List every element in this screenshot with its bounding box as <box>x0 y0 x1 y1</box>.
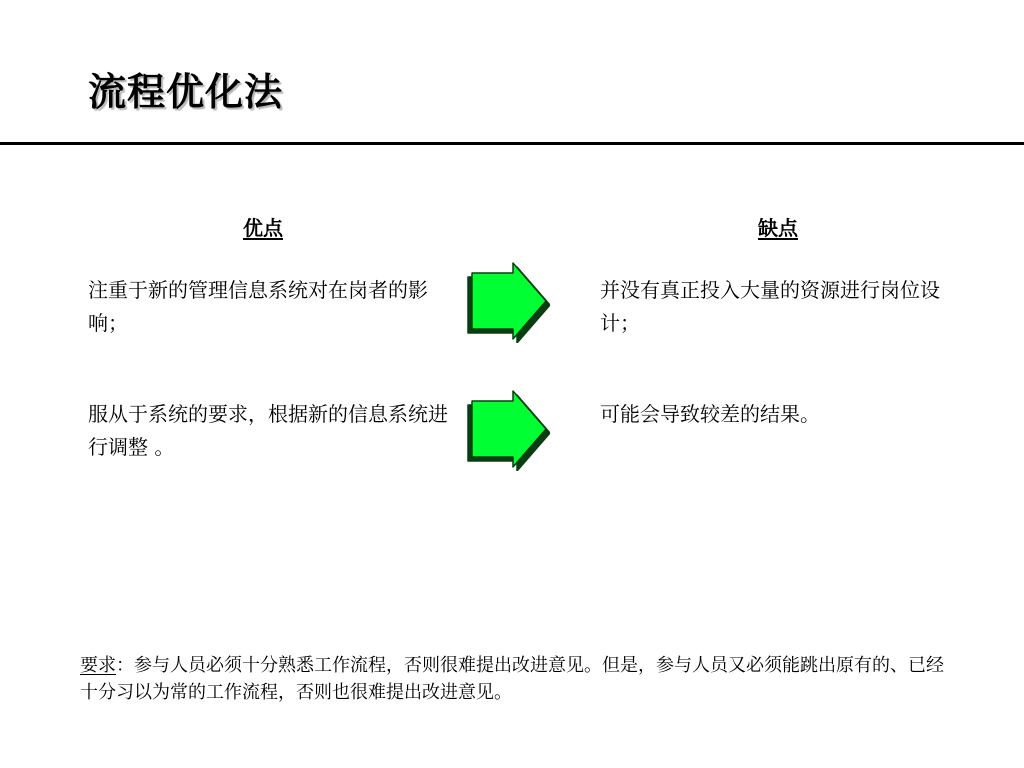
cons-heading: 缺点 <box>758 216 798 240</box>
pros-heading: 优点 <box>243 216 283 240</box>
requirement-note <box>80 652 960 706</box>
pros-item: 服从于系统的要求，根据新的信息系统进行调整 。 <box>88 402 448 459</box>
pros-item: 注重于新的管理信息系统对在岗者的影响； <box>88 278 428 335</box>
right-arrow-icon <box>464 389 550 471</box>
requirement-text: 参与人员必须十分熟悉工作流程，否则很难提出改进意见。但是，参与人员又必须能跳出原有的、已经十分习以为常的工作流程，否则也很难提出改进意见。 <box>80 655 944 703</box>
slide-title: 流程优化法 <box>88 69 284 114</box>
requirement-label: 要求 <box>80 655 116 676</box>
cons-item: 可能会导致较差的结果。 <box>600 402 820 426</box>
right-arrow-icon <box>464 261 550 343</box>
requirement-separator: ： <box>116 655 134 676</box>
title-divider <box>0 142 1024 145</box>
cons-item: 并没有真正投入大量的资源进行岗位设计； <box>600 278 940 335</box>
